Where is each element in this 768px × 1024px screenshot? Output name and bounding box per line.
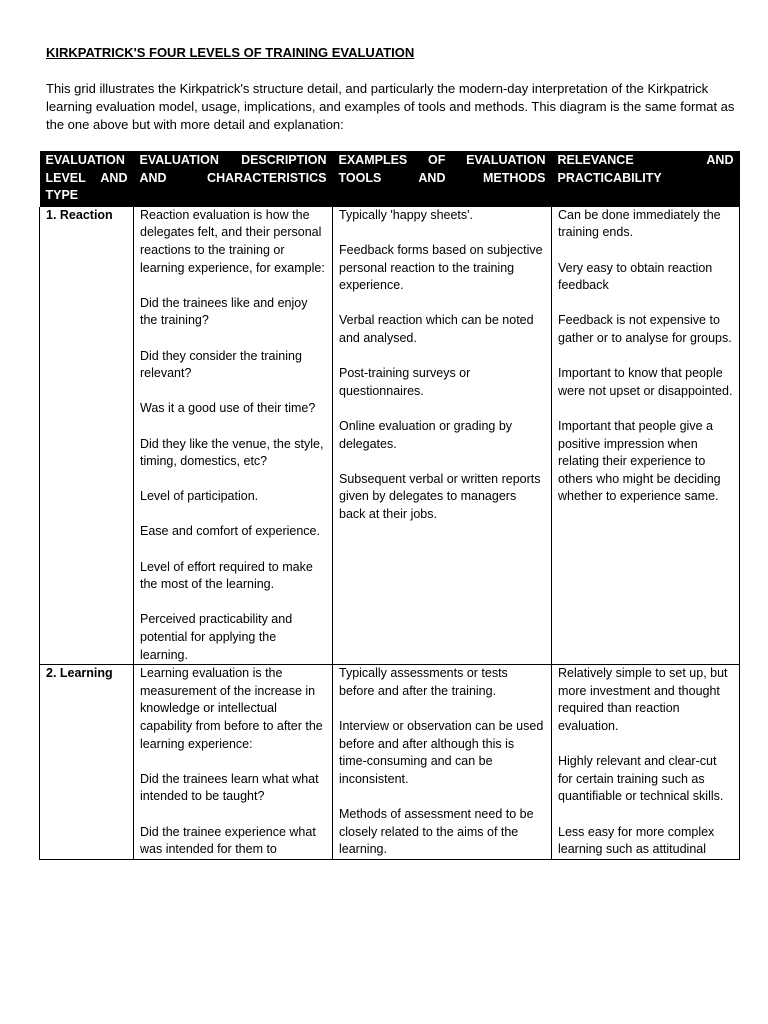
relevance-cell: [552, 207, 740, 665]
relevance-paragraph: Very easy to obtain reaction feedback: [558, 260, 713, 293]
tools-paragraph: Feedback forms based on subjective personal reaction to the training experience.: [339, 242, 543, 293]
tools-cell: [333, 665, 552, 860]
header-level: EVALUATION LEVEL AND TYPE: [40, 151, 134, 207]
description-paragraph: Reaction evaluation is how the delegates felt, and their personal reactions to the training or learning experience, for example:: [140, 207, 325, 275]
document-title: KIRKPATRICK'S FOUR LEVELS OF TRAINING EVALUATION: [46, 45, 415, 60]
tools-paragraph: Subsequent verbal or written reports given by delegates to managers back at their jobs.: [339, 471, 541, 521]
header-description: EVALUATION DESCRIPTION AND CHARACTERISTICS: [134, 151, 333, 207]
evaluation-grid: [39, 151, 740, 860]
description-cell: [134, 665, 333, 860]
intro-paragraph: This grid illustrates the Kirkpatrick's structure detail, and particularly the modern-day interpretation of the Kirkpatrick learning evaluation model, usage, implications, and examples of tools and methods. This diagram is the same format as the one above but with more detail and explanation:: [46, 81, 735, 132]
description-paragraph: Ease and comfort of experience.: [140, 524, 320, 539]
relevance-paragraph: Less easy for more complex learning such as attitudinal: [558, 824, 715, 857]
table-row: [40, 207, 740, 665]
tools-paragraph: Typically 'happy sheets'.: [339, 207, 474, 222]
description-paragraph: Did the trainees learn what what intended to be taught?: [140, 771, 319, 804]
tools-paragraph: Online evaluation or grading by delegates.: [339, 418, 513, 451]
table-row: [40, 665, 740, 860]
description-paragraph: Perceived practicability and potential for applying the learning.: [140, 612, 293, 662]
relevance-paragraph: Important that people give a positive impression when relating their experience to others who might be deciding whether to experience same.: [558, 418, 721, 504]
tools-paragraph: Verbal reaction which can be noted and analysed.: [339, 313, 534, 345]
description-paragraph: Did the trainees like and enjoy the training?: [140, 295, 308, 328]
tools-paragraph: Interview or observation can be used before and after although this is time-consuming and can be inconsistent.: [339, 719, 544, 786]
relevance-paragraph: Important to know that people were not upset or disappointed.: [558, 366, 733, 398]
tools-cell: [333, 207, 552, 665]
description-paragraph: Was it a good use of their time?: [140, 401, 316, 416]
relevance-cell: [552, 665, 740, 860]
description-paragraph: Did they consider the training relevant?: [140, 348, 302, 381]
relevance-paragraph: Feedback is not expensive to gather or to analyse for groups.: [558, 313, 732, 345]
relevance-paragraph: Highly relevant and clear-cut for certain training such as quantifiable or technical skills.: [558, 754, 724, 804]
grid-header: [40, 151, 740, 207]
relevance-paragraph: Can be done immediately the training ends.: [558, 207, 721, 240]
relevance-paragraph: Relatively simple to set up, but more investment and thought required than reaction evaluation.: [558, 666, 728, 733]
header-tools: EXAMPLES OF EVALUATION TOOLS AND METHODS: [333, 151, 552, 207]
description-paragraph: Learning evaluation is the measurement of the increase in knowledge or intellectual capability from before to after the learning experience:: [140, 666, 323, 751]
description-paragraph: Did they like the venue, the style, timing, domestics, etc?: [140, 436, 324, 469]
tools-paragraph: Post-training surveys or questionnaires.: [339, 366, 471, 398]
level-cell: 2. Learning: [40, 665, 134, 860]
tools-paragraph: Typically assessments or tests before and after the training.: [339, 666, 508, 698]
description-paragraph: Did the trainee experience what was intended for them to: [140, 824, 316, 857]
description-cell: [134, 207, 333, 665]
header-relevance: RELEVANCE AND PRACTICABILITY: [552, 151, 740, 207]
description-paragraph: Level of participation.: [140, 489, 259, 504]
tools-paragraph: Methods of assessment need to be closely related to the aims of the learning.: [339, 806, 534, 857]
level-cell: 1. Reaction: [40, 207, 134, 665]
description-paragraph: Level of effort required to make the most of the learning.: [140, 559, 313, 592]
